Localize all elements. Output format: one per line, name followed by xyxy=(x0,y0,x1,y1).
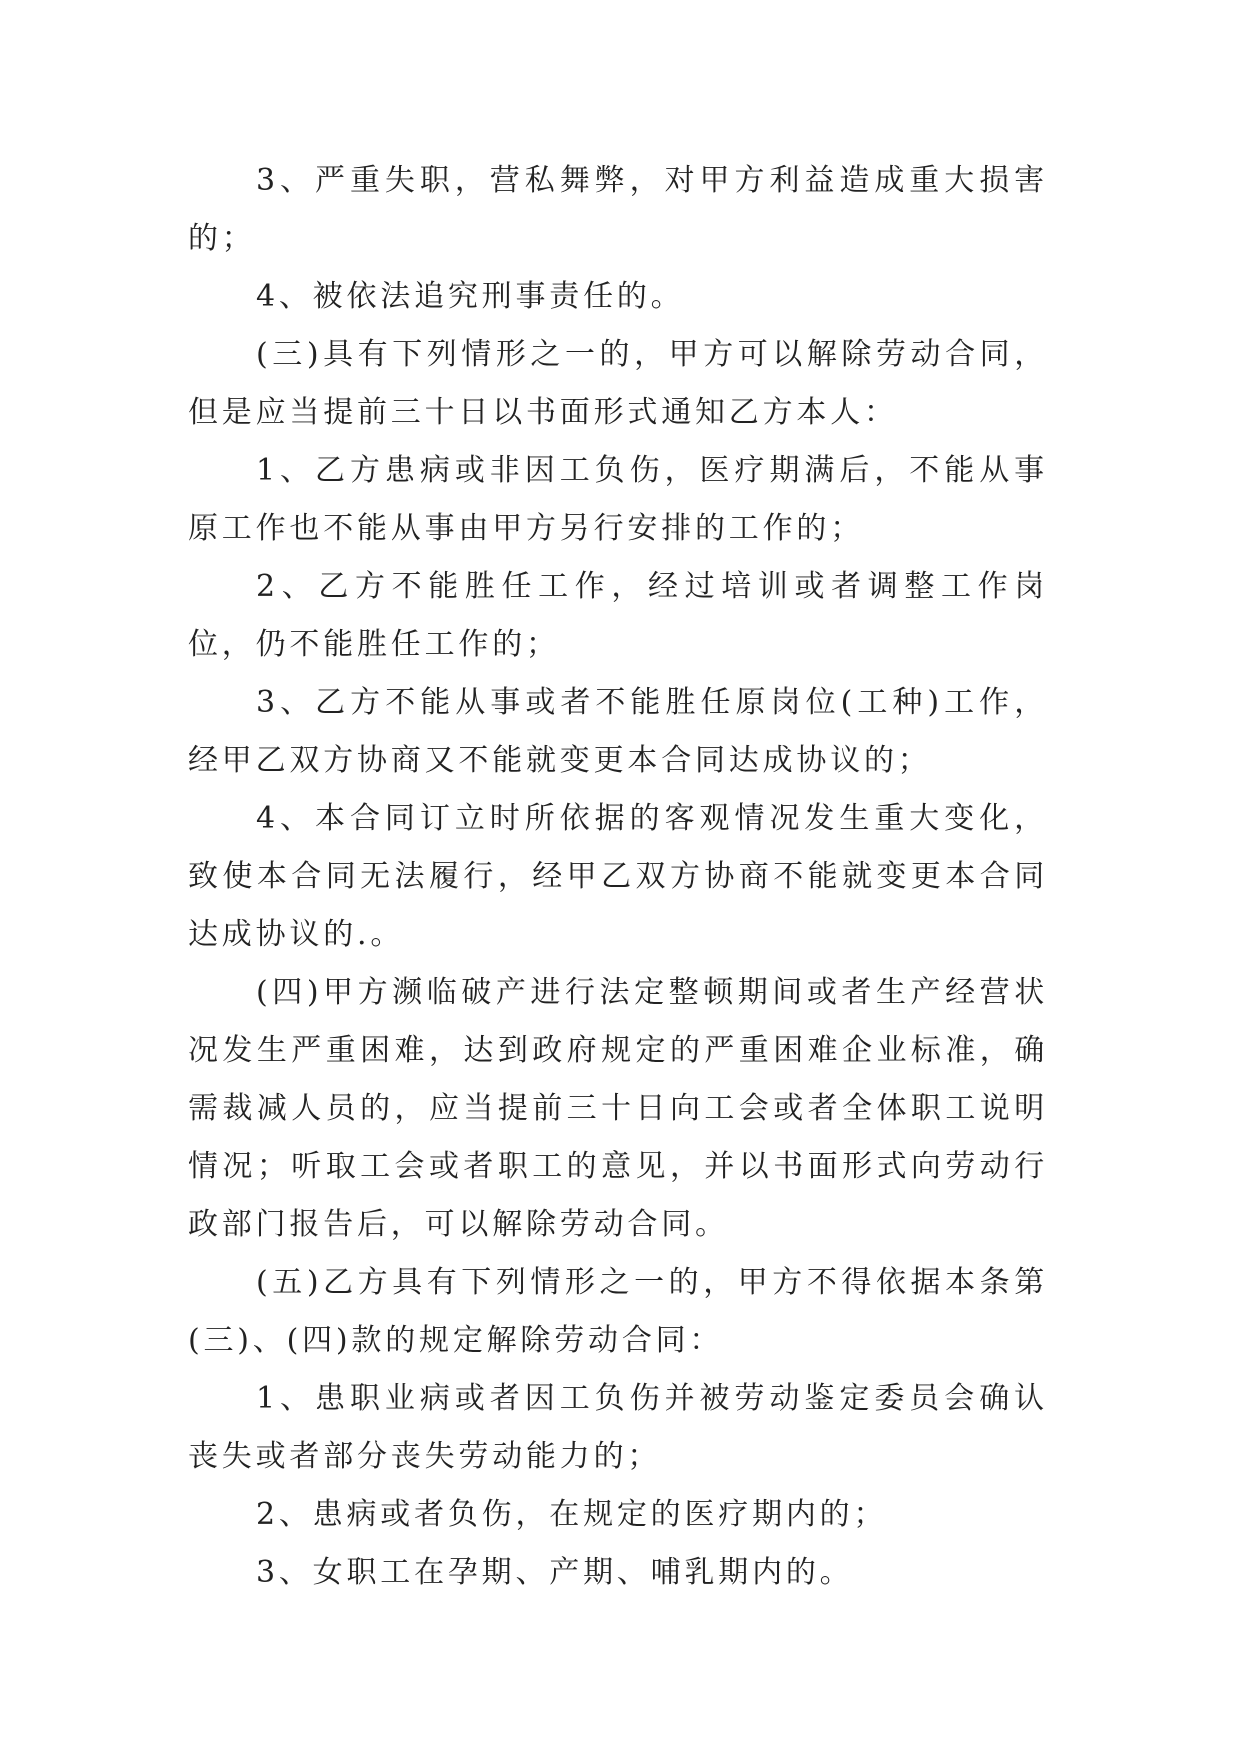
paragraph-clause-3-dereliction: 3、严重失职，营私舞弊，对甲方利益造成重大损害的； xyxy=(188,163,1048,256)
paragraph-section-5-item-1: 1、患职业病或者因工负伤并被劳动鉴定委员会确认丧失或者部分丧失劳动能力的； xyxy=(188,1381,1048,1474)
paragraph-section-3-item-1: 1、乙方患病或非因工负伤，医疗期满后，不能从事原工作也不能从事由甲方另行安排的工作的； xyxy=(188,453,1048,546)
paragraph-section-5-item-3: 3、女职工在孕期、产期、哺乳期内的。 xyxy=(256,1555,854,1590)
paragraph-section-5-intro: (五)乙方具有下列情形之一的，甲方不得依据本条第(三)、(四)款的规定解除劳动合同： xyxy=(188,1265,1048,1358)
document-body xyxy=(188,152,1048,1602)
paragraph-section-4: (四)甲方濒临破产进行法定整顿期间或者生产经营状况发生严重困难，达到政府规定的严重困难企业标准，确需裁减人员的，应当提前三十日向工会或者全体职工说明情况；听取工会或者职工的意见，并以书面形式向劳动行政部门报告后，可以解除劳动合同。 xyxy=(188,975,1048,1242)
paragraph-section-3-item-3: 3、乙方不能从事或者不能胜任原岗位(工种)工作，经甲乙双方协商又不能就变更本合同达成协议的； xyxy=(188,685,1048,778)
paragraph-clause-4-criminal-liability: 4、被依法追究刑事责任的。 xyxy=(256,279,685,314)
paragraph-section-3-item-2: 2、乙方不能胜任工作，经过培训或者调整工作岗位，仍不能胜任工作的； xyxy=(188,569,1048,662)
paragraph-section-3-intro: (三)具有下列情形之一的，甲方可以解除劳动合同，但是应当提前三十日以书面形式通知乙方本人： xyxy=(188,337,1048,430)
paragraph-section-3-item-4: 4、本合同订立时所依据的客观情况发生重大变化，致使本合同无法履行，经甲乙双方协商不能就变更本合同达成协议的.。 xyxy=(188,801,1048,952)
paragraph-section-5-item-2: 2、患病或者负伤，在规定的医疗期内的； xyxy=(256,1497,888,1532)
